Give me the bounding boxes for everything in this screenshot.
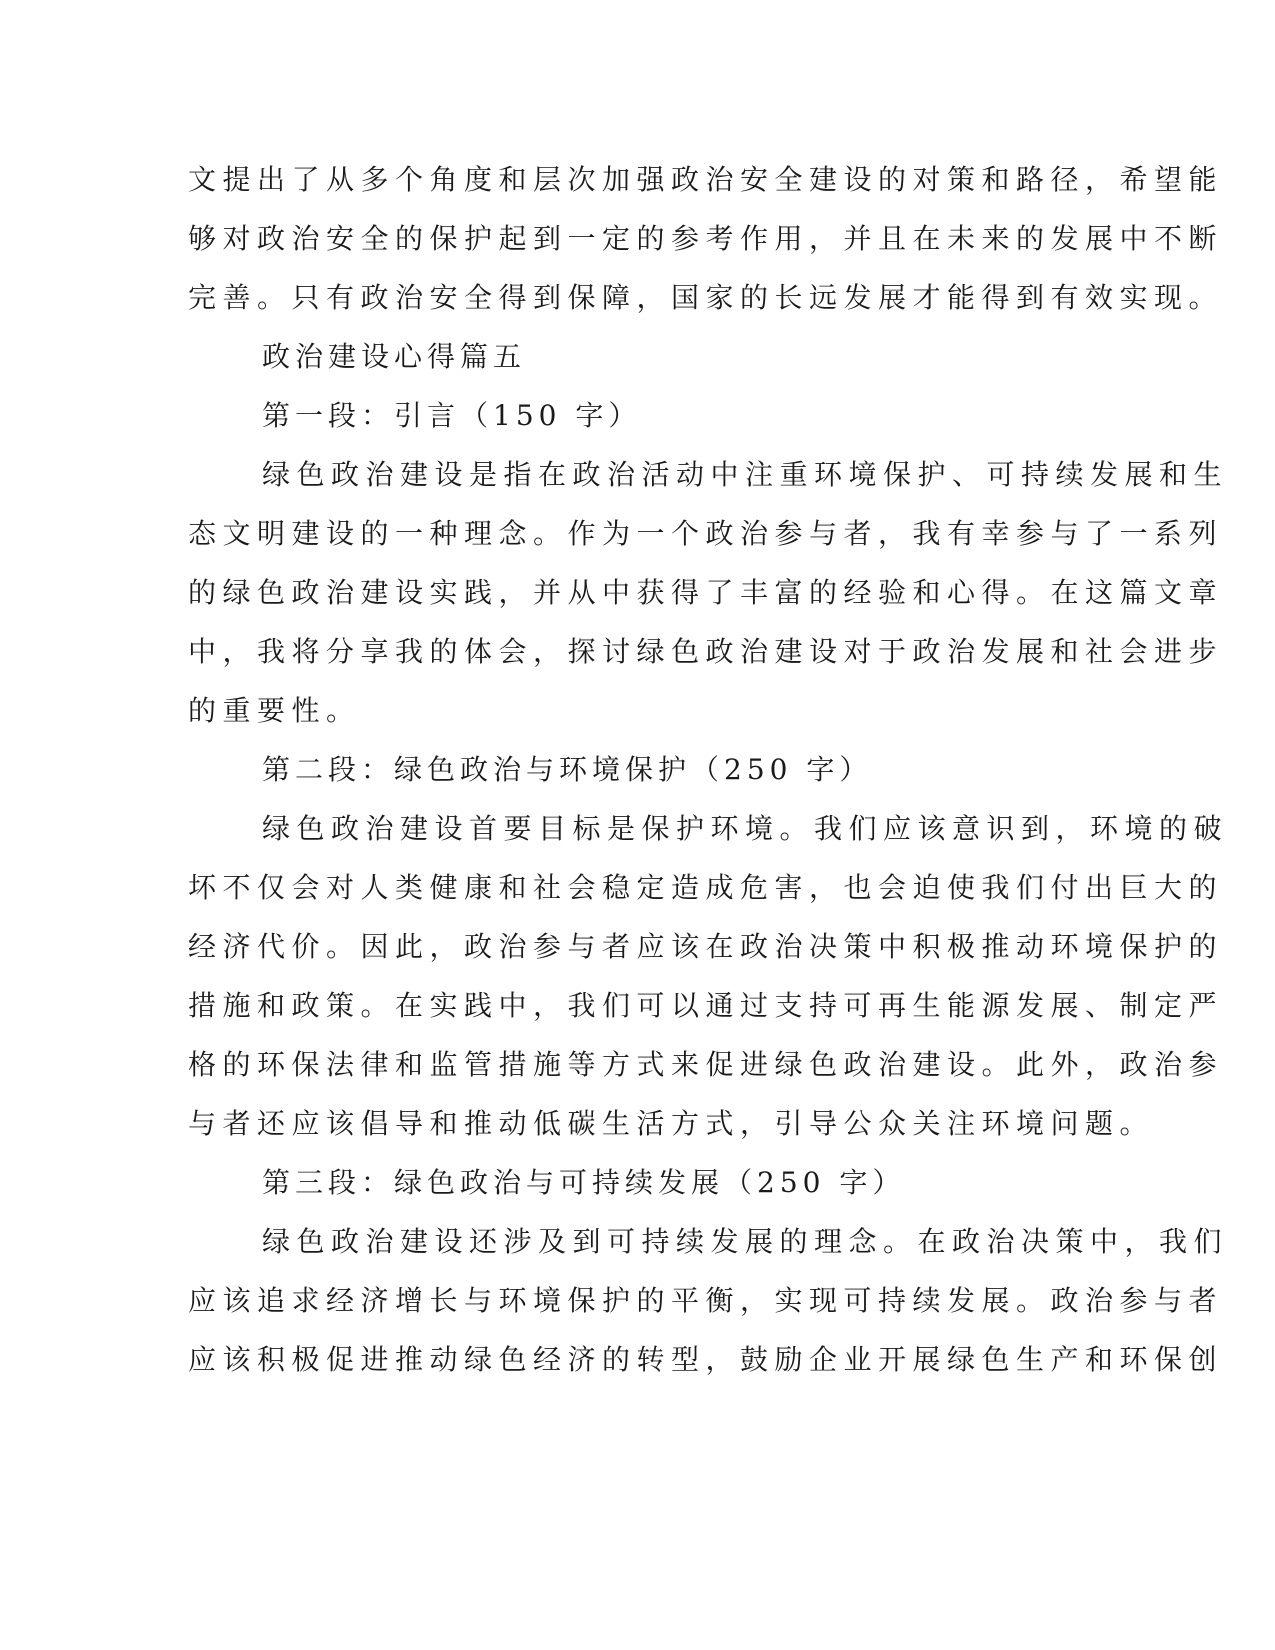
body-text-line: 完善。只有政治安全得到保障，国家的长远发展才能得到有效实现。 (188, 281, 1224, 314)
body-text-line: 绿色政治建设是指在政治活动中注重环境保护、可持续发展和生 (262, 458, 1229, 491)
body-text-line: 应该追求经济增长与环境保护的平衡，实现可持续发展。政治参与者 (188, 1284, 1224, 1317)
body-text-line: 格的环保法律和监管措施等方式来促进绿色政治建设。此外，政治参 (188, 1048, 1224, 1081)
body-text-line: 绿色政治建设首要目标是保护环境。我们应该意识到，环境的破 (262, 812, 1229, 845)
body-text-line: 的绿色政治建设实践，并从中获得了丰富的经验和心得。在这篇文章 (188, 576, 1224, 609)
body-text-line: 绿色政治建设还涉及到可持续发展的理念。在政治决策中，我们 (262, 1225, 1229, 1258)
body-text-line: 应该积极促进推动绿色经济的转型，鼓励企业开展绿色生产和环保创 (188, 1343, 1224, 1376)
body-text-line: 的重要性。 (188, 694, 361, 727)
body-text-line: 文提出了从多个角度和层次加强政治安全建设的对策和路径，希望能 (188, 163, 1224, 196)
body-text-line: 够对政治安全的保护起到一定的参考作用，并且在未来的发展中不断 (188, 222, 1224, 255)
body-text-line: 中，我将分享我的体会，探讨绿色政治建设对于政治发展和社会进步 (188, 635, 1224, 668)
paragraph-heading: 第二段：绿色政治与环境保护（250 字） (262, 753, 873, 786)
body-text-line: 态文明建设的一种理念。作为一个政治参与者，我有幸参与了一系列 (188, 517, 1224, 550)
paragraph-heading: 第三段：绿色政治与可持续发展（250 字） (262, 1166, 906, 1199)
body-text-line: 经济代价。因此，政治参与者应该在政治决策中积极推动环境保护的 (188, 930, 1224, 963)
section-title: 政治建设心得篇五 (262, 340, 527, 373)
body-text-line: 措施和政策。在实践中，我们可以通过支持可再生能源发展、制定严 (188, 989, 1224, 1022)
paragraph-heading: 第一段：引言（150 字） (262, 399, 642, 432)
body-text-line: 与者还应该倡导和推动低碳生活方式，引导公众关注环境问题。 (188, 1107, 1155, 1140)
body-text-line: 坏不仅会对人类健康和社会稳定造成危害，也会迫使我们付出巨大的 (188, 871, 1224, 904)
